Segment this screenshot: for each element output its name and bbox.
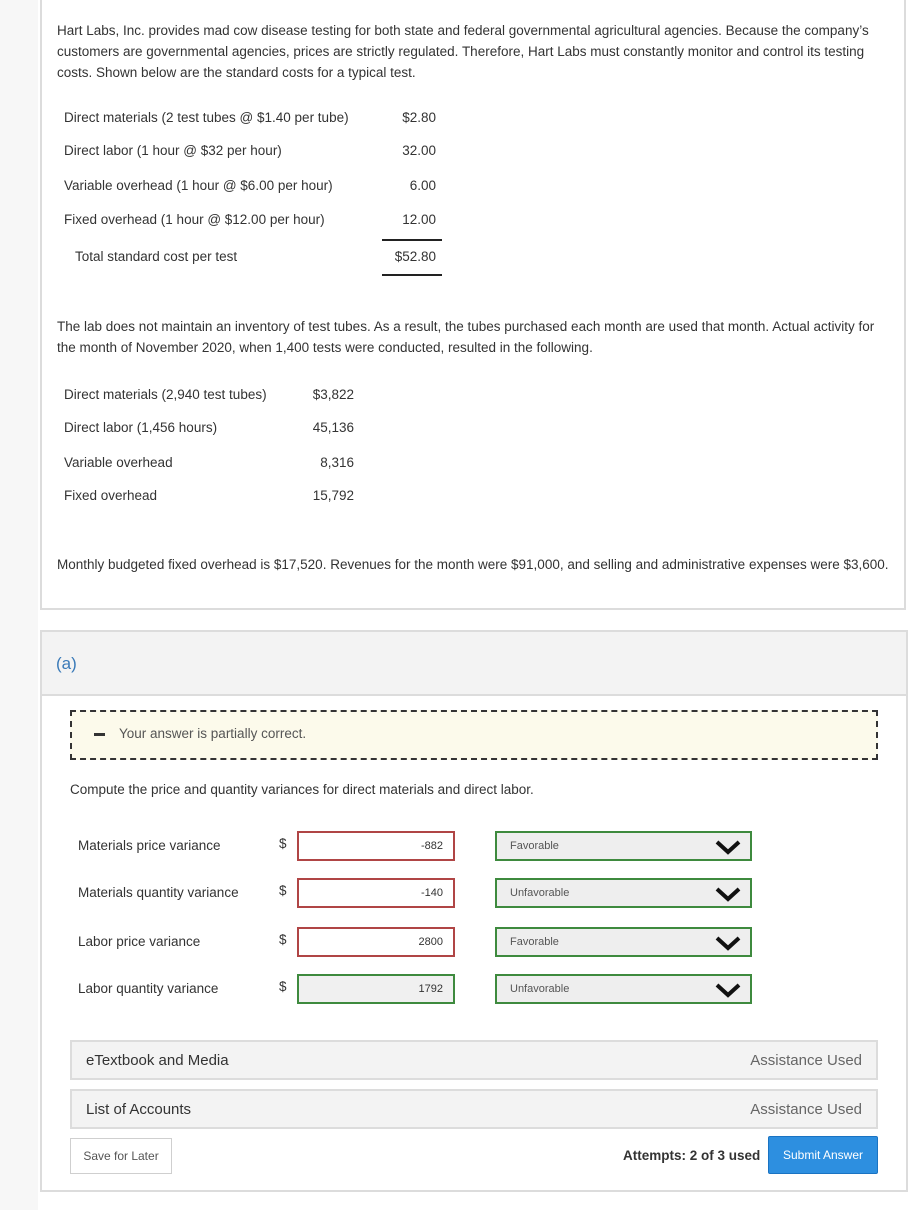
actual-cost-label: Variable overhead: [64, 455, 173, 470]
actual-cost-label: Direct materials (2,940 test tubes): [64, 387, 267, 402]
currency-symbol: $: [279, 979, 287, 994]
question-text: Compute the price and quantity variances for direct materials and direct labor.: [70, 782, 534, 797]
save-for-later-button[interactable]: Save for Later: [70, 1138, 172, 1174]
selected-option: Favorable: [510, 840, 559, 852]
actual-cost-value: $3,822: [312, 387, 354, 402]
assistance-status: Assistance Used: [750, 1052, 862, 1069]
part-a-label: (a): [56, 654, 77, 673]
actual-cost-label: Direct labor (1,456 hours): [64, 420, 218, 435]
variance-label: Materials quantity variance: [78, 885, 239, 900]
std-cost-value: $2.80: [402, 110, 436, 125]
chevron-down-icon: [714, 934, 742, 952]
part-a-section: [40, 630, 908, 1192]
std-cost-label: Direct materials (2 test tubes @ $1.40 per tube): [64, 110, 349, 125]
std-cost-label: Direct labor (1 hour @ $32 per hour): [64, 143, 282, 158]
actual-activity-paragraph: The lab does not maintain an inventory of test tubes. As a result, the tubes purchased each month are used that month. Actual activity for the month of November 2020, when 1,400 tests were conducted, resulted in the following.: [57, 319, 875, 355]
assistance-status: Assistance Used: [750, 1101, 862, 1118]
variance-row-labor-quantity: [42, 974, 906, 1006]
list-of-accounts-panel[interactable]: [70, 1089, 878, 1129]
variance-label: Materials price variance: [78, 838, 221, 853]
notice-text: Your answer is partially correct.: [119, 726, 307, 741]
currency-symbol: $: [279, 836, 287, 851]
budget-paragraph: Monthly budgeted fixed overhead is $17,520. Revenues for the month were $91,000, and selling and administrative expenses were $3,600.: [57, 557, 889, 572]
partially-correct-notice: [70, 710, 878, 760]
partial-mark-icon: [94, 733, 105, 736]
etextbook-panel[interactable]: [70, 1040, 878, 1080]
labor-price-amount-input[interactable]: 2800: [297, 927, 455, 957]
submit-answer-button[interactable]: Submit Answer: [768, 1136, 878, 1174]
currency-symbol: $: [279, 883, 287, 898]
std-cost-label: Variable overhead (1 hour @ $6.00 per hour): [64, 178, 333, 193]
panel-title: eTextbook and Media: [86, 1052, 229, 1069]
intro-paragraph: Hart Labs, Inc. provides mad cow disease testing for both state and federal governmental agricultural agencies. Because the company’s customers are governmental agencies, prices are strictly regulated. Therefore, Hart Labs must constantly monitor and control its testing costs. Shown below are the standard costs for a typical test.: [57, 23, 869, 80]
total-rule: [382, 274, 442, 276]
materials-quantity-amount-input[interactable]: -140: [297, 878, 455, 908]
panel-title: List of Accounts: [86, 1101, 192, 1118]
labor-price-type-select[interactable]: [495, 927, 752, 957]
variance-row-labor-price: [42, 927, 906, 959]
subtotal-rule: [382, 239, 442, 241]
materials-quantity-type-select[interactable]: [495, 878, 752, 908]
variance-row-materials-quantity: [42, 878, 906, 910]
variance-label: Labor price variance: [78, 934, 201, 949]
chevron-down-icon: [714, 981, 742, 999]
left-gutter: [0, 0, 38, 1210]
problem-statement-card: [40, 0, 906, 610]
selected-option: Favorable: [510, 936, 559, 948]
actual-cost-label: Fixed overhead: [64, 488, 158, 503]
labor-quantity-type-select[interactable]: [495, 974, 752, 1004]
total-cost-value: $52.80: [394, 249, 436, 264]
variance-row-materials-price: [42, 831, 906, 863]
variance-label: Labor quantity variance: [78, 981, 219, 996]
selected-option: Unfavorable: [510, 887, 570, 899]
std-cost-label: Fixed overhead (1 hour @ $12.00 per hour): [64, 212, 325, 227]
actual-cost-value: 45,136: [312, 420, 354, 435]
std-cost-value: 12.00: [402, 212, 436, 227]
currency-symbol: $: [279, 932, 287, 947]
actual-cost-value: 15,792: [312, 488, 354, 503]
part-a-header: [42, 632, 906, 696]
materials-price-amount-input[interactable]: -882: [297, 831, 455, 861]
attempts-counter: Attempts: 2 of 3 used: [623, 1148, 761, 1163]
std-cost-value: 6.00: [409, 178, 436, 193]
std-cost-value: 32.00: [402, 143, 436, 158]
chevron-down-icon: [714, 838, 742, 856]
selected-option: Unfavorable: [510, 983, 570, 995]
actual-cost-value: 8,316: [320, 455, 354, 470]
labor-quantity-amount-input[interactable]: 1792: [297, 974, 455, 1004]
total-cost-label: Total standard cost per test: [75, 249, 238, 264]
chevron-down-icon: [714, 885, 742, 903]
materials-price-type-select[interactable]: [495, 831, 752, 861]
